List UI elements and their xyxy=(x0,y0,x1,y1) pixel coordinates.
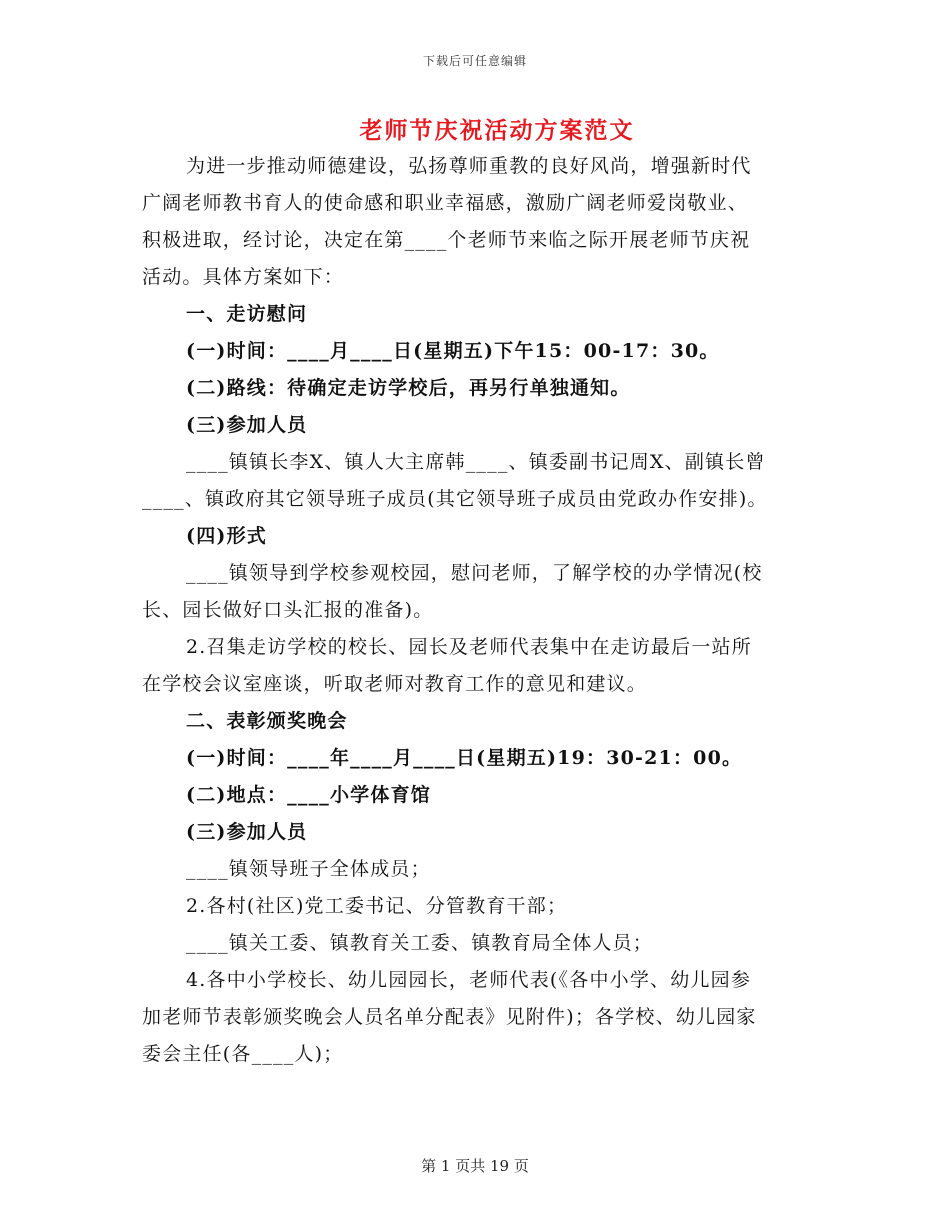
paragraph-line: 委会主任(各____人)； xyxy=(142,1043,344,1065)
section-heading-line: (一)时间：____年____月____日(星期五)19：30-21：00。 xyxy=(186,747,743,769)
paragraph-line: 在学校会议室座谈，听取老师对教育工作的意见和建议。 xyxy=(142,673,648,695)
section-heading-line: (二)路线：待确定走访学校后，再另行单独通知。 xyxy=(186,377,631,399)
paragraph-line: 广阔老师教书育人的使命感和职业幸福感，激励广阔老师爱岗敬业、 xyxy=(142,192,749,214)
paragraph-line: ____、镇政府其它领导班子成员(其它领导班子成员由党政办作安排)。 xyxy=(142,488,768,510)
section-heading-line: (四)形式 xyxy=(186,525,267,547)
page-number: 第 1 页共 19 页 xyxy=(421,1157,529,1175)
paragraph-line: ____镇领导到学校参观校园，慰问老师，了解学校的办学情况(校 xyxy=(186,562,763,584)
document-title: 老师节庆祝活动方案范文 xyxy=(359,117,635,144)
section-heading-line: 一、走访慰问 xyxy=(186,303,308,325)
paragraph-line: 4.各中小学校长、幼儿园园长，老师代表(《各中小学、幼儿园参 xyxy=(186,969,752,991)
paragraph-line: 积极进取，经讨论，决定在第____个老师节来临之际开展老师节庆祝 xyxy=(142,229,751,251)
paragraph-line: ____镇领导班子全体成员； xyxy=(186,858,431,880)
paragraph-line: 为进一步推动师德建设，弘扬尊师重教的良好风尚，增强新时代 xyxy=(186,155,752,177)
header-note: 下载后可任意编辑 xyxy=(422,54,527,68)
paragraph-line: 2.各村(社区)党工委书记、分管教育干部； xyxy=(186,895,568,917)
paragraph-line: ____镇镇长李X、镇人大主席韩____、镇委副书记周X、副镇长曾 xyxy=(186,451,766,473)
paragraph-line: ____镇关工委、镇教育关工委、镇教育局全体人员； xyxy=(186,932,654,954)
section-heading-line: (三)参加人员 xyxy=(186,414,308,436)
section-heading-line: (二)地点：____小学体育馆 xyxy=(186,784,431,806)
paragraph-line: 活动。具体方案如下： xyxy=(142,266,345,288)
section-heading-line: 二、表彰颁奖晚会 xyxy=(186,710,348,732)
paragraph-line: 加老师节表彰颁奖晚会人员名单分配表》见附件)；各学校、幼儿园家 xyxy=(142,1006,757,1028)
section-heading-line: (三)参加人员 xyxy=(186,821,308,843)
document-body xyxy=(142,148,822,1073)
section-heading-line: (一)时间：____月____日(星期五)下午15：00-17：30。 xyxy=(186,340,720,362)
paragraph-line: 2.召集走访学校的校长、园长及老师代表集中在走访最后一站所 xyxy=(186,636,752,658)
paragraph-line: 长、园长做好口头汇报的准备)。 xyxy=(142,599,434,621)
